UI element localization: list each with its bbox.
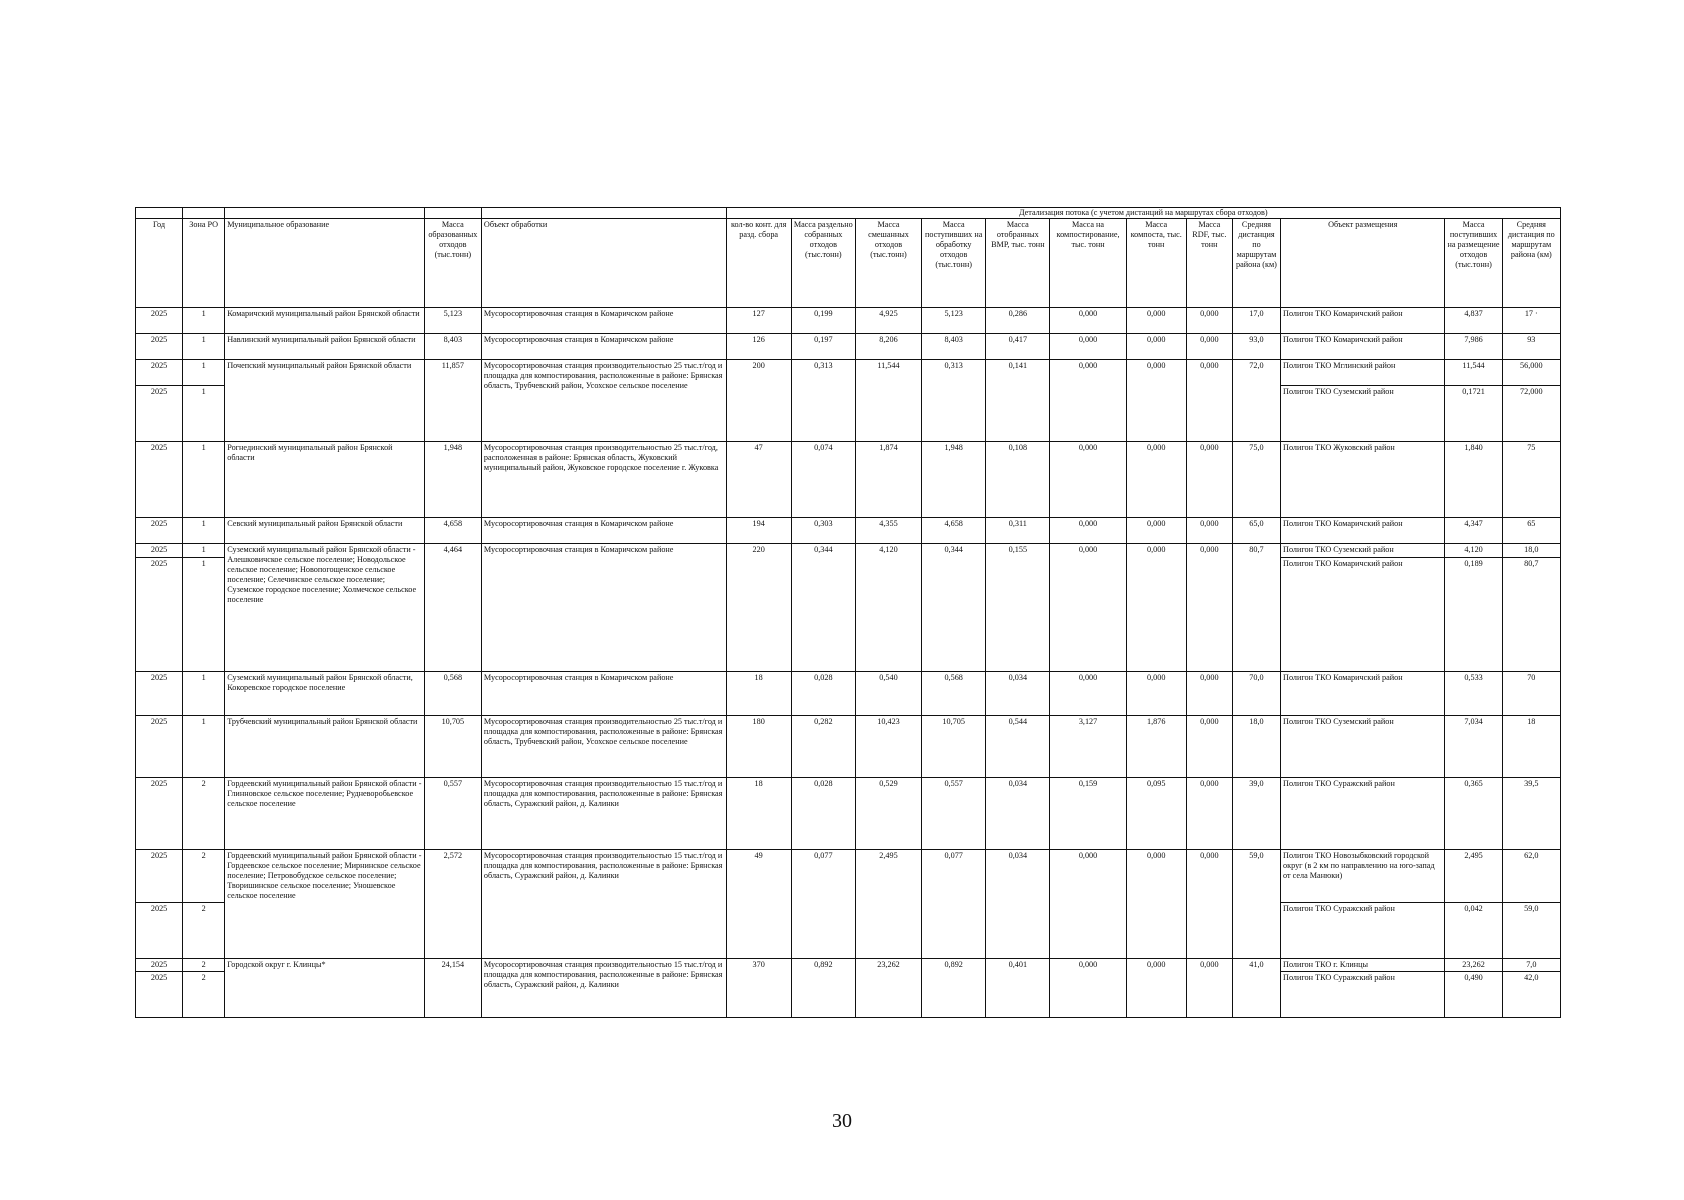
table-cell: 0,095 (1126, 778, 1186, 850)
table-cell: 2025 (136, 334, 183, 360)
table-cell: 0,141 (986, 360, 1050, 442)
table-cell: 2 (183, 778, 225, 850)
table-cell: 72,0 (1232, 360, 1280, 442)
table-cell: Мусоросортировочная станция в Комаричском районе (481, 308, 726, 334)
table-cell: Комаричский муниципальный район Брянской области (225, 308, 425, 334)
table-cell: 2 (183, 850, 225, 903)
table-cell: Полигон ТКО г. Клинцы (1281, 959, 1445, 972)
table-cell: 1 (183, 544, 225, 558)
table-cell: 2025 (136, 518, 183, 544)
table-cell: 0,401 (986, 959, 1050, 1018)
table-cell: 0,313 (791, 360, 855, 442)
table-cell: 0,568 (922, 672, 986, 716)
table-cell: 2025 (136, 778, 183, 850)
table-cell: 0,000 (1126, 442, 1186, 518)
table-cell: 5,123 (922, 308, 986, 334)
table-cell: 0,000 (1126, 959, 1186, 1018)
table-cell: 0,000 (1186, 308, 1232, 334)
table-cell: Полигон ТКО Комаричский район (1281, 518, 1445, 544)
table-cell: 1 (183, 558, 225, 672)
table-cell: 39,5 (1502, 778, 1560, 850)
table-cell: Полигон ТКО Суземский район (1281, 544, 1445, 558)
table-cell: 0,540 (855, 672, 921, 716)
table-cell: 3,127 (1050, 716, 1126, 778)
table-cell: 0,311 (986, 518, 1050, 544)
table-cell: Мусоросортировочная станция производительностью 25 тыс.т/год и площадка для компостирования, расположенные в районе: Брянская область, Трубчевский район, Усохское сельское поселение (481, 360, 726, 442)
table-cell: 0,892 (791, 959, 855, 1018)
col-header: Масса RDF, тыс. тонн (1186, 219, 1232, 308)
table-cell: 11,544 (1445, 360, 1502, 386)
table-cell: 59,0 (1232, 850, 1280, 959)
table-cell: 2 (183, 903, 225, 959)
table-cell: 93 (1502, 334, 1560, 360)
table-cell: 2,495 (1445, 850, 1502, 903)
table-cell: 8,206 (855, 334, 921, 360)
table-row (136, 778, 1561, 850)
table-cell: 0,000 (1050, 672, 1126, 716)
table-cell: 0,000 (1186, 544, 1232, 672)
table-cell: 0,313 (922, 360, 986, 442)
table-cell: 11,544 (855, 360, 921, 442)
table-cell: 2025 (136, 544, 183, 558)
table-cell: 0,568 (424, 672, 481, 716)
table-cell: 1 (183, 360, 225, 386)
table-cell: 0,544 (986, 716, 1050, 778)
table-cell: 18,0 (1232, 716, 1280, 778)
table-cell: Полигон ТКО Комаричский район (1281, 672, 1445, 716)
table-row (136, 360, 1561, 386)
table-cell: 70 (1502, 672, 1560, 716)
col-header: Масса поступивших на размещение отходов (тыс.тонн) (1445, 219, 1502, 308)
table-cell: 56,000 (1502, 360, 1560, 386)
table-cell: 2025 (136, 972, 183, 1018)
table-cell: 0,286 (986, 308, 1050, 334)
col-header: Муниципальное образование (225, 219, 425, 308)
table-cell: 10,423 (855, 716, 921, 778)
table-cell: 2025 (136, 386, 183, 442)
table-cell: 0,000 (1126, 518, 1186, 544)
table-cell: 4,464 (424, 544, 481, 672)
col-header: Масса раздельно собранных отходов (тыс.тонн) (791, 219, 855, 308)
table-body (136, 308, 1561, 1018)
table-cell: Мусоросортировочная станция в Комаричском районе (481, 334, 726, 360)
table-cell: 0,557 (922, 778, 986, 850)
table-cell: 2025 (136, 672, 183, 716)
table-cell: 0,000 (1050, 544, 1126, 672)
table-cell: 126 (726, 334, 791, 360)
table-row (136, 518, 1561, 544)
table-cell: 62,0 (1502, 850, 1560, 903)
table-cell: 0,529 (855, 778, 921, 850)
col-header: Масса смешанных отходов (тыс.тонн) (855, 219, 921, 308)
table-cell: Мусоросортировочная станция производительностью 25 тыс.т/год и площадка для компостирования, расположенные в районе: Брянская область, Трубчевский район, Усохское сельское поселение (481, 716, 726, 778)
table-cell: 0,000 (1050, 442, 1126, 518)
table-cell: Мусоросортировочная станция в Комаричском районе (481, 544, 726, 672)
table-header-row (136, 219, 1561, 308)
table-cell: Навлинский муниципальный район Брянской области (225, 334, 425, 360)
table-cell: 23,262 (1445, 959, 1502, 972)
table-cell: 0,892 (922, 959, 986, 1018)
table-cell: 4,347 (1445, 518, 1502, 544)
table-cell: 7,986 (1445, 334, 1502, 360)
table-cell: 1 (183, 386, 225, 442)
table-cell: 0,365 (1445, 778, 1502, 850)
col-header: Средняя дистанция по маршрутам района (км) (1232, 219, 1280, 308)
table-cell: 1,948 (424, 442, 481, 518)
table-cell: 0,000 (1050, 959, 1126, 1018)
table-cell: Мусоросортировочная станция производительностью 25 тыс.т/год, расположенная в районе: Брянская область, Жуковский муниципальный район, Жуковское городское поселение г. Жуковка (481, 442, 726, 518)
col-header: Год (136, 219, 183, 308)
table-cell: 2025 (136, 716, 183, 778)
table-cell: 5,123 (424, 308, 481, 334)
col-header: Зона РО (183, 219, 225, 308)
col-header: Масса поступивших на обработку отходов (тыс.тонн) (922, 219, 986, 308)
table-cell: 0,028 (791, 778, 855, 850)
table-cell: 2025 (136, 959, 183, 972)
table-cell: 39,0 (1232, 778, 1280, 850)
table-cell: Мусоросортировочная станция производительностью 15 тыс.т/год и площадка для компостирования, расположенные в районе: Брянская область, Суражский район, д. Калинки (481, 850, 726, 959)
table-cell: 4,120 (1445, 544, 1502, 558)
table-cell: Полигон ТКО Суражский район (1281, 903, 1445, 959)
table-row (136, 308, 1561, 334)
table-cell: 0,000 (1126, 544, 1186, 672)
table-cell: 0,159 (1050, 778, 1126, 850)
table-cell: 0,1721 (1445, 386, 1502, 442)
table-cell: 80,7 (1502, 558, 1560, 672)
table-cell: 49 (726, 850, 791, 959)
table-cell: 1,948 (922, 442, 986, 518)
table-cell: 4,837 (1445, 308, 1502, 334)
table-cell: 0,000 (1186, 518, 1232, 544)
col-header: Объект размещения (1281, 219, 1445, 308)
table-row (136, 959, 1561, 972)
table-cell: 0,000 (1126, 308, 1186, 334)
table-cell: Суземский муниципальный район Брянской области - Алешковичское сельское поселение; Новодольское сельское поселение; Новопогощенское сельское поселение; Селечинское сельское поселение; Суземское городское поселение; Холмечское сельское поселение (225, 544, 425, 672)
table-cell: 11,857 (424, 360, 481, 442)
table-cell: 23,262 (855, 959, 921, 1018)
table-cell: 18 (1502, 716, 1560, 778)
table-cell: 72,000 (1502, 386, 1560, 442)
table-cell: 370 (726, 959, 791, 1018)
table-cell: 1 (183, 672, 225, 716)
table-cell: 127 (726, 308, 791, 334)
table-cell: 1 (183, 334, 225, 360)
table-cell: Полигон ТКО Суражский район (1281, 778, 1445, 850)
table-cell: 75 (1502, 442, 1560, 518)
table-cell: 0,189 (1445, 558, 1502, 672)
table-cell: 2025 (136, 360, 183, 386)
table-caption: Детализация потока (с учетом дистанций на маршрутах сбора отходов) (726, 208, 1560, 219)
table-cell: 1,840 (1445, 442, 1502, 518)
table-cell: Полигон ТКО Суземский район (1281, 386, 1445, 442)
table-cell: Полигон ТКО Комаричский район (1281, 308, 1445, 334)
table-cell: 194 (726, 518, 791, 544)
table-cell: 0,000 (1186, 778, 1232, 850)
table-cell: Мусоросортировочная станция производительностью 15 тыс.т/год и площадка для компостирования, расположенные в районе: Брянская область, Суражский район, д. Калинки (481, 778, 726, 850)
table-cell: 2025 (136, 308, 183, 334)
table-cell: 180 (726, 716, 791, 778)
table-cell: 0,000 (1050, 308, 1126, 334)
table-cell: 0,034 (986, 672, 1050, 716)
table-cell: 17 · (1502, 308, 1560, 334)
table-cell: 10,705 (424, 716, 481, 778)
table-cell: 4,658 (922, 518, 986, 544)
table-cell: 0,034 (986, 850, 1050, 959)
table-cell: 65 (1502, 518, 1560, 544)
flow-detail-table (135, 207, 1561, 1018)
table-cell: 0,034 (986, 778, 1050, 850)
table-cell: 0,000 (1186, 360, 1232, 442)
table-cell: 4,658 (424, 518, 481, 544)
table-cell: Трубчевский муниципальный район Брянской области (225, 716, 425, 778)
table-cell: Почепский муниципальный район Брянской области (225, 360, 425, 442)
table-cell: 2 (183, 972, 225, 1018)
table-row (136, 442, 1561, 518)
col-header: Масса образованных отходов (тыс.тонн) (424, 219, 481, 308)
table-row (136, 334, 1561, 360)
table-cell: Гордеевский муниципальный район Брянской области - Гордеевское сельское поселение; Мирнинское сельское поселение; Петровобудское сельское поселение; Творишинское сельское поселение; Уношевское сельское поселение (225, 850, 425, 959)
table-cell: Мусоросортировочная станция производительностью 15 тыс.т/год и площадка для компостирования, расположенные в районе: Брянская область, Суражский район, д. Калинки (481, 959, 726, 1018)
table-cell: 1,874 (855, 442, 921, 518)
col-header: Масса на компостирование, тыс. тонн (1050, 219, 1126, 308)
table-cell: 0,000 (1126, 672, 1186, 716)
table-cell: 0,344 (922, 544, 986, 672)
table-cell: 0,000 (1186, 334, 1232, 360)
table-cell: 220 (726, 544, 791, 672)
table-cell: 0,000 (1050, 518, 1126, 544)
table-cell: Полигон ТКО Мглинский район (1281, 360, 1445, 386)
table-cell: Гордеевский муниципальный район Брянской области - Глинновское сельское поселение; Рудневоробьевское сельское поселение (225, 778, 425, 850)
table-row (136, 716, 1561, 778)
table-cell: 0,000 (1126, 850, 1186, 959)
table-cell: 0,533 (1445, 672, 1502, 716)
col-header: Объект обработки (481, 219, 726, 308)
table-cell: 42,0 (1502, 972, 1560, 1018)
table-cell: 0,000 (1050, 850, 1126, 959)
table-cell: Полигон ТКО Суземский район (1281, 716, 1445, 778)
table-cell: 1 (183, 442, 225, 518)
table-row (136, 850, 1561, 903)
table-cell: 18 (726, 672, 791, 716)
table-cell: 200 (726, 360, 791, 442)
table-cell: 0,197 (791, 334, 855, 360)
table-cell: 0,000 (1126, 334, 1186, 360)
table-cell: Мусоросортировочная станция в Комаричском районе (481, 518, 726, 544)
table-cell: Полигон ТКО Жуковский район (1281, 442, 1445, 518)
table-cell: 1 (183, 716, 225, 778)
table-cell: 24,154 (424, 959, 481, 1018)
table-cell: 47 (726, 442, 791, 518)
table-cell: 2,572 (424, 850, 481, 959)
table-cell: 1 (183, 308, 225, 334)
table-cell: 70,0 (1232, 672, 1280, 716)
table-cell: Рогнединский муниципальный район Брянской области (225, 442, 425, 518)
table-cell: 1,876 (1126, 716, 1186, 778)
col-header: кол-во конт. для разд. сбора (726, 219, 791, 308)
table-cell: 0,557 (424, 778, 481, 850)
col-header: Средняя дистанция по маршрутам района (км) (1502, 219, 1560, 308)
table-cell: 17,0 (1232, 308, 1280, 334)
table-cell: 2025 (136, 850, 183, 903)
table-cell: 0,108 (986, 442, 1050, 518)
table-cell: Суземский муниципальный район Брянской области, Кокоревское городское поселение (225, 672, 425, 716)
col-header: Масса отобранных ВМР, тыс. тонн (986, 219, 1050, 308)
table-cell: 0,077 (791, 850, 855, 959)
table-cell: 4,355 (855, 518, 921, 544)
table-cell: 0,000 (1050, 334, 1126, 360)
table-cell: 4,925 (855, 308, 921, 334)
table-cell: 0,077 (922, 850, 986, 959)
table-cell: 0,028 (791, 672, 855, 716)
table-cell: 0,199 (791, 308, 855, 334)
table-cell: 2 (183, 959, 225, 972)
table-cell: 0,042 (1445, 903, 1502, 959)
table-cell: 8,403 (424, 334, 481, 360)
document-sheet (135, 207, 1561, 1018)
table-row (136, 672, 1561, 716)
table-cell: 0,000 (1050, 360, 1126, 442)
table-cell: 8,403 (922, 334, 986, 360)
table-cell: 59,0 (1502, 903, 1560, 959)
table-cell: 93,0 (1232, 334, 1280, 360)
table-cell: 4,120 (855, 544, 921, 672)
table-cell: 0,000 (1186, 442, 1232, 518)
table-cell: Городской округ г. Клинцы* (225, 959, 425, 1018)
page-number: 30 (832, 1110, 852, 1132)
table-cell: 0,282 (791, 716, 855, 778)
table-cell: Севский муниципальный район Брянской области (225, 518, 425, 544)
table-cell: Полигон ТКО Комаричский район (1281, 334, 1445, 360)
table-cell: Полигон ТКО Суражский район (1281, 972, 1445, 1018)
table-cell: 0,155 (986, 544, 1050, 672)
table-cell: 41,0 (1232, 959, 1280, 1018)
table-cell: 0,000 (1186, 850, 1232, 959)
table-cell: 1 (183, 518, 225, 544)
table-cell: Полигон ТКО Комаричский район (1281, 558, 1445, 672)
table-cell: 0,000 (1186, 672, 1232, 716)
table-cell: 0,344 (791, 544, 855, 672)
table-cell: 65,0 (1232, 518, 1280, 544)
table-cell: 0,490 (1445, 972, 1502, 1018)
table-cell: 2,495 (855, 850, 921, 959)
table-cell: 18,0 (1502, 544, 1560, 558)
col-header: Масса компоста, тыс. тонн (1126, 219, 1186, 308)
table-cell: 0,000 (1186, 959, 1232, 1018)
table-cell: 7,0 (1502, 959, 1560, 972)
table-cell: 0,303 (791, 518, 855, 544)
table-cell: 0,417 (986, 334, 1050, 360)
table-cell: Мусоросортировочная станция в Комаричском районе (481, 672, 726, 716)
table-cell: 0,000 (1186, 716, 1232, 778)
table-cell: Полигон ТКО Новозыбковский городской округ (в 2 км по направлению на юго-запад от села Манюки) (1281, 850, 1445, 903)
table-cell: 75,0 (1232, 442, 1280, 518)
table-cell: 80,7 (1232, 544, 1280, 672)
table-cell: 0,000 (1126, 360, 1186, 442)
table-cell: 2025 (136, 442, 183, 518)
table-cell: 2025 (136, 903, 183, 959)
table-cell: 0,074 (791, 442, 855, 518)
table-cell: 7,034 (1445, 716, 1502, 778)
table-cell: 10,705 (922, 716, 986, 778)
table-cell: 18 (726, 778, 791, 850)
table-row (136, 544, 1561, 558)
table-cell: 2025 (136, 558, 183, 672)
